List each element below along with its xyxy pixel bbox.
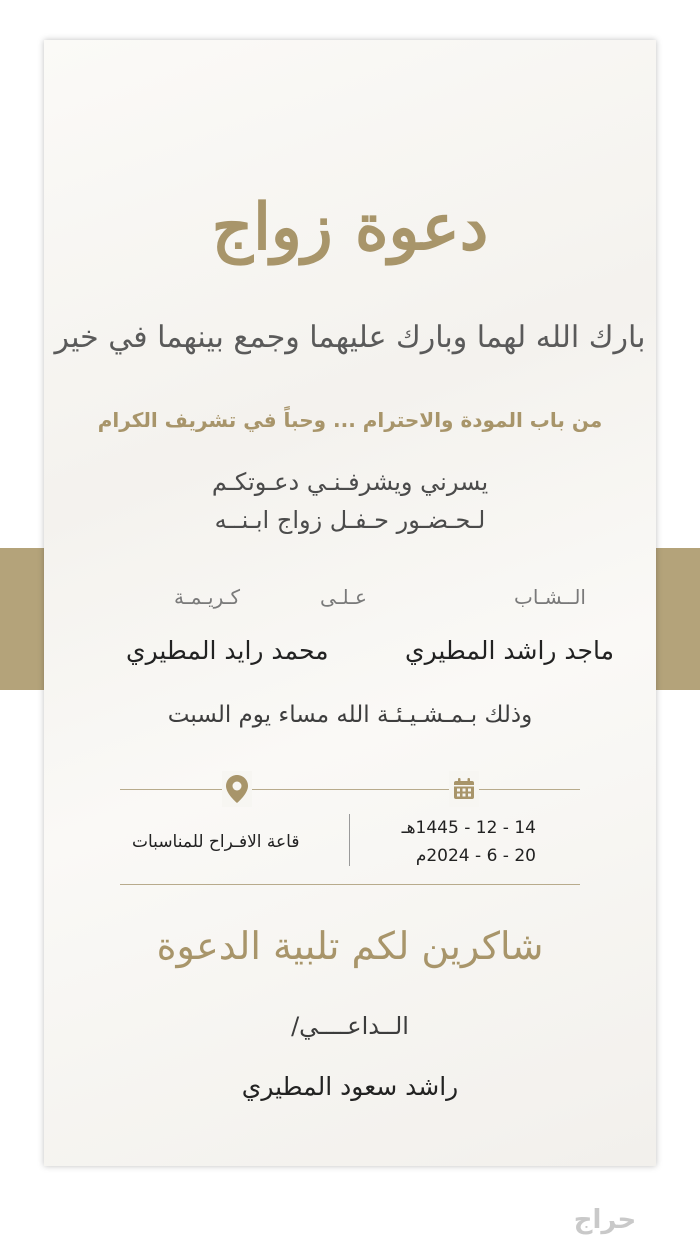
top-divider (120, 789, 580, 790)
intro-line: من باب المودة والاحترام ... وحباً في تشريف الكرام (97, 408, 603, 432)
hijri-date: 14 - 12 - 1445هـ (401, 818, 536, 838)
bride-name: محمد رايد المطيري (126, 636, 329, 665)
groom-label: الــشـاب (514, 585, 586, 609)
calendar-icon (449, 771, 479, 807)
event-timing: وذلك بـمـشـيـئـة الله مساء يوم السبت (167, 702, 533, 728)
invitation-card (44, 40, 656, 1166)
thanks-calligraphy: شاكرين لكم تلبية الدعوة (156, 924, 544, 968)
details-separator (349, 814, 350, 866)
bride-label: كـريـمـة (174, 585, 240, 609)
blessing-calligraphy: بارك الله لهما وبارك عليهما وجمع بينهما في خير (54, 320, 646, 355)
invitation-title: دعوة زواج (211, 190, 489, 265)
gregorian-date: 20 - 6 - 2024م (415, 846, 536, 866)
invite-line-2: لـحـضـور حـفـل زواج ابـنــه (214, 506, 486, 534)
watermark: حراج (573, 1205, 637, 1235)
inviter-name: راشد سعود المطيري (241, 1072, 459, 1101)
groom-name: ماجد راشد المطيري (405, 636, 614, 665)
bottom-divider (120, 884, 580, 885)
on-label: عـلـى (320, 585, 367, 609)
location-pin-icon (222, 771, 252, 807)
invite-line-1: يسرني ويشرفـنـي دعـوتكـم (211, 468, 489, 496)
venue-name: قاعة الافـراح للمناسبات (132, 832, 300, 852)
inviter-label: الــداعــــي/ (291, 1012, 409, 1040)
